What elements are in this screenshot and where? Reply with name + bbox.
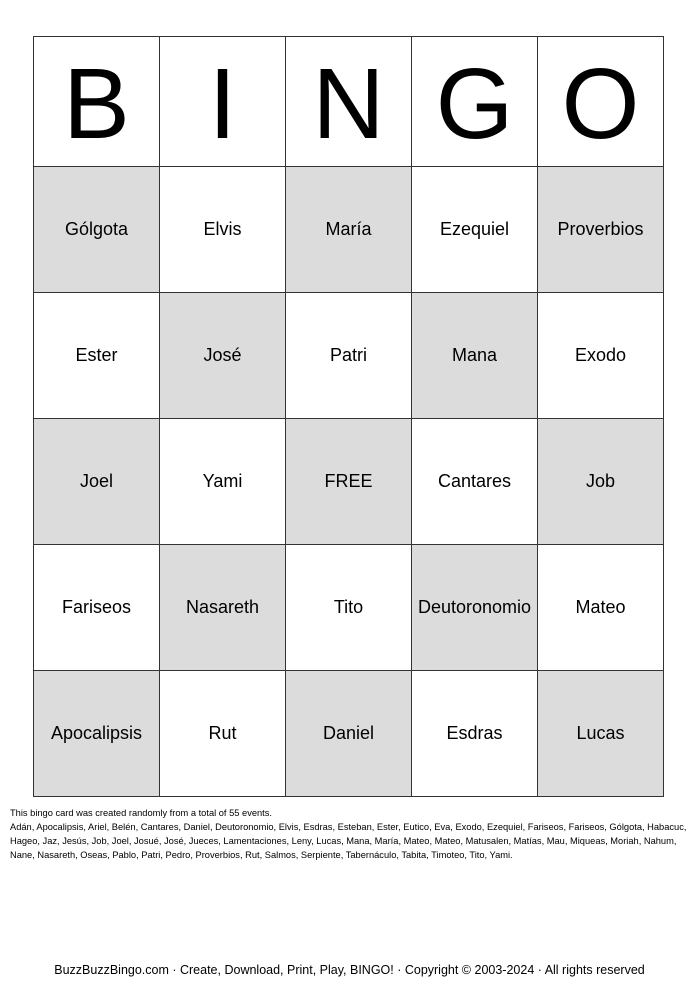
bingo-cell: Lucas [538, 671, 664, 797]
bingo-cell: Mana [412, 293, 538, 419]
bingo-cell: Cantares [412, 419, 538, 545]
page-footer: BuzzBuzzBingo.com · Create, Download, Print, Play, BINGO! · Copyright © 2003-2024 · All rights reserved [54, 963, 645, 977]
bingo-cell: Gólgota [34, 167, 160, 293]
card-info-note [10, 806, 690, 862]
bingo-cell: Esdras [412, 671, 538, 797]
bingo-row [34, 167, 664, 293]
bingo-cell: Mateo [538, 545, 664, 671]
bingo-cell: Job [538, 419, 664, 545]
bingo-row [34, 419, 664, 545]
bingo-row [34, 671, 664, 797]
bingo-cell: Daniel [286, 671, 412, 797]
bingo-cell: Rut [160, 671, 286, 797]
header-letter-g: G [412, 37, 538, 167]
bingo-cell: Ezequiel [412, 167, 538, 293]
bingo-cell: Yami [160, 419, 286, 545]
free-space-cell: FREE [286, 419, 412, 545]
bingo-cell: Nasareth [160, 545, 286, 671]
header-letter-b: B [34, 37, 160, 167]
bingo-cell: Elvis [160, 167, 286, 293]
bingo-cell: José [160, 293, 286, 419]
header-letter-i: I [160, 37, 286, 167]
card-event-list: Adán, Apocalipsis, Ariel, Belén, Cantares, Daniel, Deutoronomio, Elvis, Esdras, Esteban, Ester, Eutico, Eva, Exodo, Ezequiel, Fariseos, Fariseos, Gólgota, Habacuc, Hageo, Jaz, Jesús, Job, Joel, Josué, José, Jueces, Lamentaciones, Leny, Lucas, Mana, María, Mateo, Mateo, Matusalen, Matías, Mau, Miqueas, Moriah, Nahum, Nane, Nasareth, Oseas, Pablo, Patri, Pedro, Proverbios, Rut, Salmos, Serpiente, Tabernáculo, Tabita, Timoteo, Tito, Yami. [10, 822, 687, 860]
bingo-cell: Proverbios [538, 167, 664, 293]
bingo-cell: Apocalipsis [34, 671, 160, 797]
bingo-cell: Fariseos [34, 545, 160, 671]
bingo-card [33, 36, 664, 797]
bingo-row [34, 293, 664, 419]
header-letter-n: N [286, 37, 412, 167]
bingo-cell: Joel [34, 419, 160, 545]
bingo-cell: María [286, 167, 412, 293]
bingo-cell: Patri [286, 293, 412, 419]
bingo-cell: Exodo [538, 293, 664, 419]
bingo-row [34, 545, 664, 671]
bingo-header-row [34, 37, 664, 167]
card-info-summary: This bingo card was created randomly from a total of 55 events. [10, 808, 272, 818]
bingo-cell: Tito [286, 545, 412, 671]
header-letter-o: O [538, 37, 664, 167]
bingo-cell: Ester [34, 293, 160, 419]
bingo-cell: Deutoronomio [412, 545, 538, 671]
